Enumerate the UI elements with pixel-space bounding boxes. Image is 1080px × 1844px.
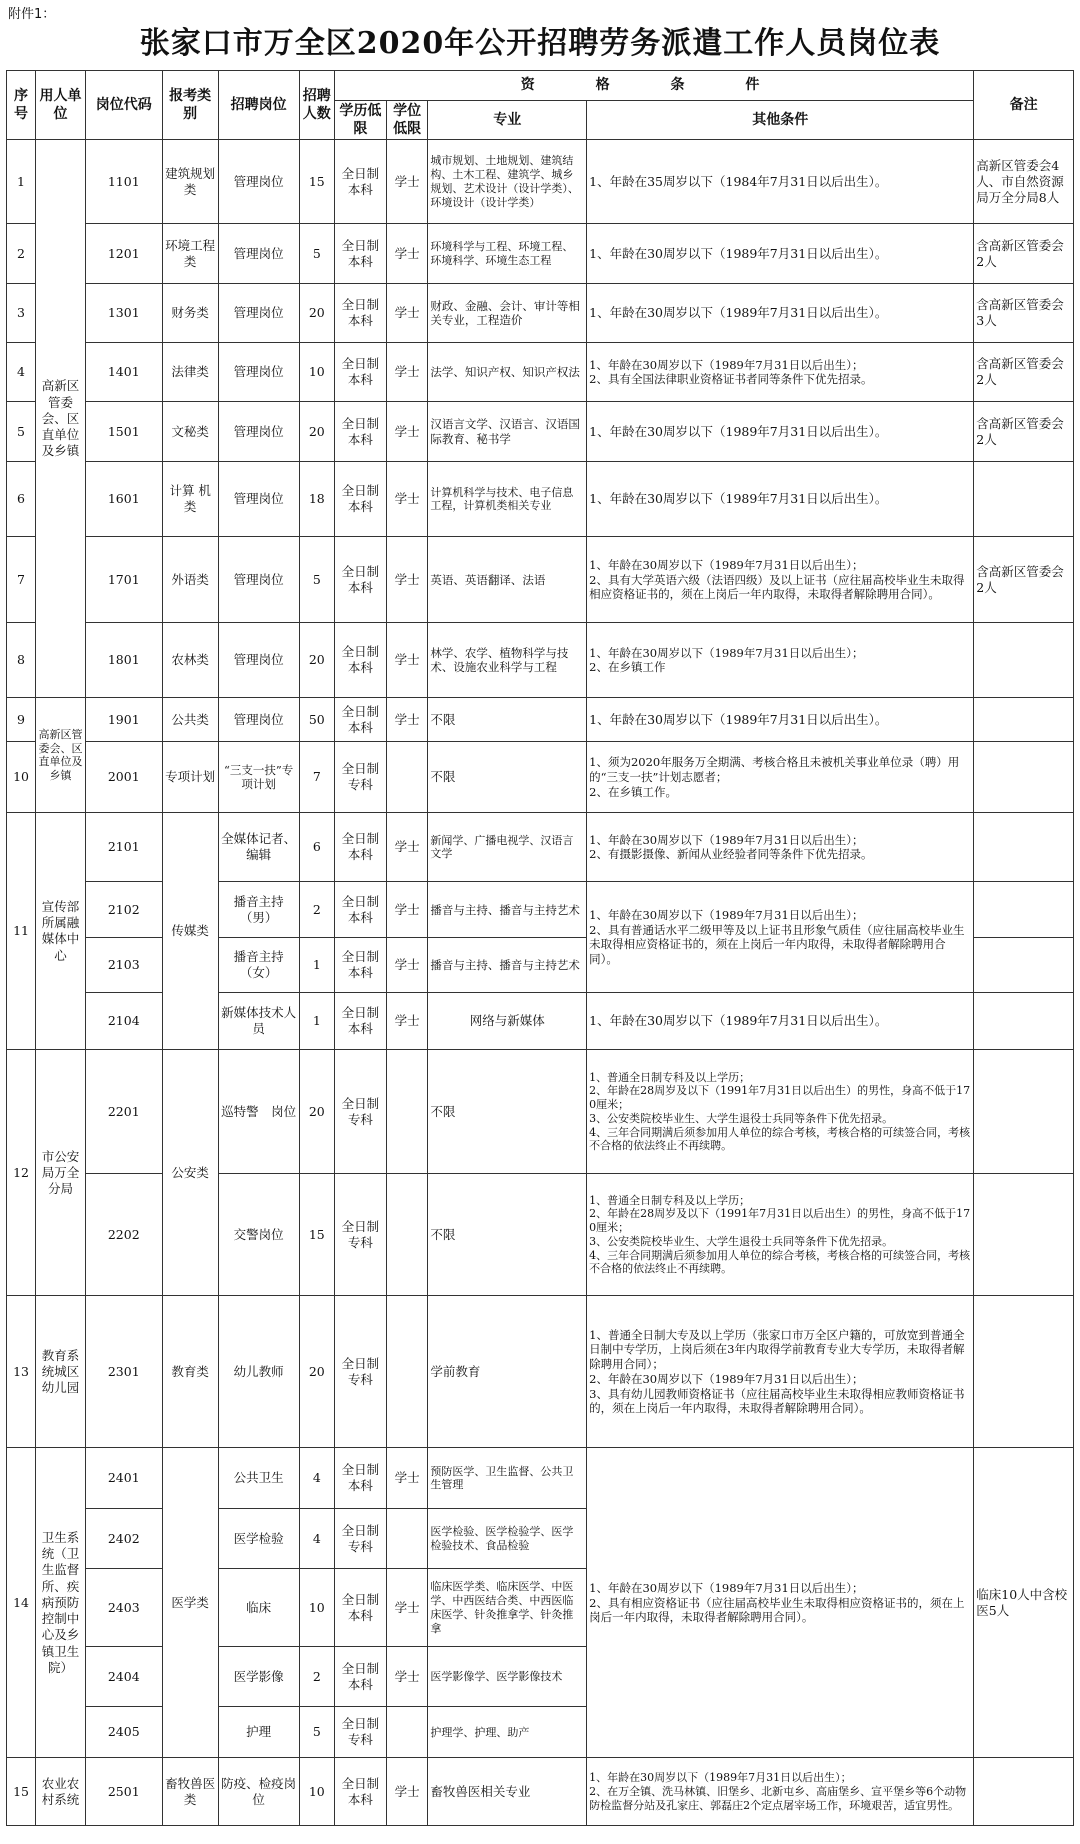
cell-education: 全日制专科 xyxy=(334,1296,386,1448)
cell-major: 林学、农学、植物科学与技术、设施农业科学与工程 xyxy=(428,623,587,698)
cell-major: 预防医学、卫生监督、公共卫生管理 xyxy=(428,1448,587,1509)
cell-position: 管理岗位 xyxy=(218,402,299,462)
cell-position: 管理岗位 xyxy=(218,224,299,284)
header-qualifications-text: 资 格 条 件 xyxy=(520,77,788,94)
cell-count: 20 xyxy=(299,623,334,698)
cell-remark: 高新区管委会4人、市自然资源局万全分局8人 xyxy=(974,140,1074,224)
cell-degree: 学士 xyxy=(386,698,428,742)
cell-code: 2401 xyxy=(85,1448,162,1509)
cell-category: 医学类 xyxy=(162,1448,218,1758)
cell-remark: 临床10人中含校医5人 xyxy=(974,1448,1074,1758)
cell-other: 1、年龄在30周岁以下（1989年7月31日以后出生）； 2、具有大学英语六级（法语四级）及以上证书（应往届高校毕业生未取得相应资格证书的，须在上岗后一年内取得，未取得者解除聘用合同）。 xyxy=(587,537,974,623)
cell-code: 2402 xyxy=(85,1509,162,1569)
cell-education: 全日制本科 xyxy=(334,402,386,462)
cell-position: 管理岗位 xyxy=(218,462,299,537)
header-major: 专业 xyxy=(428,101,587,140)
cell-category: 公共类 xyxy=(162,698,218,742)
cell-unit: 农业农村系统 xyxy=(36,1758,86,1826)
cell-count: 20 xyxy=(299,1050,334,1174)
cell-other: 1、年龄在30周岁以下（1989年7月31日以后出生）。 xyxy=(587,462,974,537)
cell-seq: 3 xyxy=(7,284,36,343)
positions-table xyxy=(6,70,1074,1826)
cell-other: 1、年龄在30周岁以下（1989年7月31日以后出生）； 2、具有全国法律职业资格证书者同等条件下优先招录。 xyxy=(587,343,974,402)
cell-seq: 6 xyxy=(7,462,36,537)
table-row xyxy=(7,224,1074,284)
cell-major: 网络与新媒体 xyxy=(428,993,587,1050)
cell-category: 建筑规划类 xyxy=(162,140,218,224)
cell-code: 1101 xyxy=(85,140,162,224)
header-degree: 学位低限 xyxy=(386,101,428,140)
cell-category: 公安类 xyxy=(162,1050,218,1296)
table-row xyxy=(7,343,1074,402)
cell-major: 城市规划、土地规划、建筑结构、土木工程、建筑学、城乡规划、艺术设计（设计学类）、环境设计（设计学类） xyxy=(428,140,587,224)
cell-degree: 学士 xyxy=(386,284,428,343)
cell-education: 全日制本科 xyxy=(334,284,386,343)
cell-code: 1301 xyxy=(85,284,162,343)
cell-seq: 8 xyxy=(7,623,36,698)
cell-major: 不限 xyxy=(428,1174,587,1296)
cell-education: 全日制本科 xyxy=(334,882,386,938)
cell-count: 50 xyxy=(299,698,334,742)
header-remarks: 备注 xyxy=(974,71,1074,140)
cell-major: 不限 xyxy=(428,742,587,813)
cell-count: 10 xyxy=(299,343,334,402)
cell-degree: 学士 xyxy=(386,140,428,224)
cell-education: 全日制本科 xyxy=(334,1448,386,1509)
cell-count: 10 xyxy=(299,1758,334,1826)
cell-major: 播音与主持、播音与主持艺术 xyxy=(428,938,587,993)
cell-position: 巡特警 岗位 xyxy=(218,1050,299,1174)
cell-other: 1、普通全日制专科及以上学历； 2、年龄在28周岁及以下（1991年7月31日以后出生）的男性，身高不低于170厘米； 3、公安类院校毕业生、大学生退役士兵同等条件下优先招录。 4、三年合同期满后须参加用人单位的综合考核，考核合格的可续签合同，考核不合格的依法终止不再续聘。 xyxy=(587,1050,974,1174)
cell-degree: 学士 xyxy=(386,537,428,623)
cell-count: 6 xyxy=(299,813,334,882)
cell-degree xyxy=(386,1296,428,1448)
cell-position: 公共卫生 xyxy=(218,1448,299,1509)
cell-code: 1401 xyxy=(85,343,162,402)
cell-major: 法学、知识产权、知识产权法 xyxy=(428,343,587,402)
cell-remark xyxy=(974,813,1074,882)
cell-major: 医学检验、医学检验学、医学检验技术、食品检验 xyxy=(428,1509,587,1569)
cell-position: 管理岗位 xyxy=(218,140,299,224)
cell-code: 1801 xyxy=(85,623,162,698)
table-row xyxy=(7,813,1074,882)
cell-major: 医学影像学、医学影像技术 xyxy=(428,1647,587,1707)
cell-count: 20 xyxy=(299,402,334,462)
table-row xyxy=(7,140,1074,224)
cell-major: 不限 xyxy=(428,698,587,742)
cell-degree: 学士 xyxy=(386,993,428,1050)
cell-position: 护理 xyxy=(218,1707,299,1758)
table-row xyxy=(7,1448,1074,1509)
cell-count: 4 xyxy=(299,1448,334,1509)
cell-unit: 宣传部所属融媒体中心 xyxy=(36,813,86,1050)
cell-code: 2404 xyxy=(85,1647,162,1707)
cell-education: 全日制本科 xyxy=(334,224,386,284)
cell-education: 全日制专科 xyxy=(334,1050,386,1174)
cell-position: 播音主持（女） xyxy=(218,938,299,993)
cell-code: 2001 xyxy=(85,742,162,813)
cell-major: 学前教育 xyxy=(428,1296,587,1448)
cell-code: 2101 xyxy=(85,813,162,882)
cell-degree: 学士 xyxy=(386,623,428,698)
cell-degree xyxy=(386,1707,428,1758)
cell-remark xyxy=(974,1174,1074,1296)
cell-position: 管理岗位 xyxy=(218,623,299,698)
cell-seq: 2 xyxy=(7,224,36,284)
cell-position: 新媒体技术人员 xyxy=(218,993,299,1050)
cell-category: 专项计划 xyxy=(162,742,218,813)
cell-code: 2501 xyxy=(85,1758,162,1826)
cell-seq: 5 xyxy=(7,402,36,462)
cell-code: 2103 xyxy=(85,938,162,993)
cell-position: 管理岗位 xyxy=(218,284,299,343)
cell-degree: 学士 xyxy=(386,343,428,402)
cell-category: 农林类 xyxy=(162,623,218,698)
cell-degree: 学士 xyxy=(386,462,428,537)
cell-other: 1、年龄在30周岁以下（1989年7月31日以后出生）。 xyxy=(587,993,974,1050)
cell-education: 全日制本科 xyxy=(334,623,386,698)
cell-position: 交警岗位 xyxy=(218,1174,299,1296)
cell-seq: 14 xyxy=(7,1448,36,1758)
cell-major: 英语、英语翻译、法语 xyxy=(428,537,587,623)
cell-degree: 学士 xyxy=(386,882,428,938)
cell-education: 全日制本科 xyxy=(334,462,386,537)
cell-seq: 15 xyxy=(7,1758,36,1826)
cell-category: 文秘类 xyxy=(162,402,218,462)
cell-position: 临床 xyxy=(218,1569,299,1647)
cell-seq: 1 xyxy=(7,140,36,224)
cell-major: 护理学、护理、助产 xyxy=(428,1707,587,1758)
cell-code: 2104 xyxy=(85,993,162,1050)
cell-count: 5 xyxy=(299,537,334,623)
cell-code: 1201 xyxy=(85,224,162,284)
cell-other: 1、年龄在30周岁以下（1989年7月31日以后出生）。 xyxy=(587,698,974,742)
cell-major: 环境科学与工程、环境工程、环境科学、环境生态工程 xyxy=(428,224,587,284)
cell-seq: 12 xyxy=(7,1050,36,1296)
cell-count: 20 xyxy=(299,284,334,343)
cell-degree: 学士 xyxy=(386,813,428,882)
cell-category: 环境工程类 xyxy=(162,224,218,284)
cell-code: 2201 xyxy=(85,1050,162,1174)
cell-remark xyxy=(974,623,1074,698)
cell-other: 1、年龄在30周岁以下（1989年7月31日以后出生）； 2、有摄影摄像、新闻从业经验者同等条件下优先招录。 xyxy=(587,813,974,882)
cell-other: 1、年龄在30周岁以下（1989年7月31日以后出生）； 2、在乡镇工作 xyxy=(587,623,974,698)
cell-position: “三支一扶”专项计划 xyxy=(218,742,299,813)
page-title: 张家口市万全区2020年公开招聘劳务派遣工作人员岗位表 xyxy=(139,26,941,61)
cell-degree: 学士 xyxy=(386,938,428,993)
cell-degree: 学士 xyxy=(386,224,428,284)
table-row xyxy=(7,698,1074,742)
cell-remark xyxy=(974,462,1074,537)
cell-remark: 含高新区管委会2人 xyxy=(974,224,1074,284)
cell-education: 全日制本科 xyxy=(334,140,386,224)
cell-code: 2403 xyxy=(85,1569,162,1647)
cell-degree: 学士 xyxy=(386,402,428,462)
cell-seq: 4 xyxy=(7,343,36,402)
cell-education: 全日制专科 xyxy=(334,1509,386,1569)
cell-other: 1、年龄在30周岁以下（1989年7月31日以后出生）； 2、在万全镇、洗马林镇、旧堡乡、北新屯乡、高庙堡乡、宣平堡乡等6个动物防检监督分站及孔家庄、郭磊庄2个定点屠宰场工作，环境艰苦，适宜男性。 xyxy=(587,1758,974,1826)
cell-remark xyxy=(974,882,1074,938)
cell-position: 全媒体记者、编辑 xyxy=(218,813,299,882)
cell-position: 管理岗位 xyxy=(218,343,299,402)
cell-count: 15 xyxy=(299,140,334,224)
header-qualifications xyxy=(334,71,973,101)
header-seq: 序号 xyxy=(7,71,36,140)
cell-other: 1、年龄在30周岁以下（1989年7月31日以后出生）； 2、具有普通话水平二级甲等及以上证书且形象气质佳（应往届高校毕业生未取得相应资格证书的，须在上岗后一年内取得，未取得者解除聘用合同）。 xyxy=(587,882,974,993)
table-row xyxy=(7,742,1074,813)
cell-remark xyxy=(974,1050,1074,1174)
cell-category: 畜牧兽医类 xyxy=(162,1758,218,1826)
header-other: 其他条件 xyxy=(587,101,974,140)
attachment-label: 附件1： xyxy=(8,7,56,22)
cell-code: 2301 xyxy=(85,1296,162,1448)
cell-remark xyxy=(974,993,1074,1050)
cell-unit: 高新区管委会、区直单位及乡镇 xyxy=(36,698,86,813)
cell-education: 全日制专科 xyxy=(334,742,386,813)
header-category: 报考类别 xyxy=(162,71,218,140)
cell-position: 防疫、检疫岗位 xyxy=(218,1758,299,1826)
table-row xyxy=(7,1050,1074,1174)
cell-remark xyxy=(974,1758,1074,1826)
table-row xyxy=(7,462,1074,537)
cell-major: 计算机科学与技术、电子信息工程，计算机类相关专业 xyxy=(428,462,587,537)
cell-count: 2 xyxy=(299,1647,334,1707)
cell-education: 全日制专科 xyxy=(334,1707,386,1758)
cell-seq: 11 xyxy=(7,813,36,1050)
cell-other: 1、年龄在35周岁以下（1984年7月31日以后出生）。 xyxy=(587,140,974,224)
cell-category: 外语类 xyxy=(162,537,218,623)
cell-major: 财政、金融、会计、审计等相关专业，工程造价 xyxy=(428,284,587,343)
cell-code: 1901 xyxy=(85,698,162,742)
cell-education: 全日制本科 xyxy=(334,813,386,882)
cell-other: 1、普通全日制大专及以上学历（张家口市万全区户籍的，可放宽到普通全日制中专学历，上岗后须在3年内取得学前教育专业大专学历，未取得者解除聘用合同）； 2、年龄在30周岁以下（1989年7月31日以后出生）； 3、具有幼儿园教师资格证书（应往届高校毕业生未取得相应教师资格证书的，须在上岗后一年内取得，未取得者解除聘用合同）。 xyxy=(587,1296,974,1448)
cell-position: 医学检验 xyxy=(218,1509,299,1569)
cell-remark: 含高新区管委会3人 xyxy=(974,284,1074,343)
cell-major: 新闻学、广播电视学、汉语言文学 xyxy=(428,813,587,882)
cell-count: 1 xyxy=(299,993,334,1050)
cell-education: 全日制专科 xyxy=(334,1174,386,1296)
cell-code: 1601 xyxy=(85,462,162,537)
cell-remark xyxy=(974,1296,1074,1448)
cell-major: 不限 xyxy=(428,1050,587,1174)
table-row xyxy=(7,623,1074,698)
cell-degree xyxy=(386,1050,428,1174)
cell-position: 幼儿教师 xyxy=(218,1296,299,1448)
cell-category: 财务类 xyxy=(162,284,218,343)
cell-major: 畜牧兽医相关专业 xyxy=(428,1758,587,1826)
cell-degree: 学士 xyxy=(386,1647,428,1707)
header-code: 岗位代码 xyxy=(85,71,162,140)
cell-category: 法律类 xyxy=(162,343,218,402)
cell-count: 18 xyxy=(299,462,334,537)
cell-remark: 含高新区管委会2人 xyxy=(974,402,1074,462)
cell-other: 1、普通全日制专科及以上学历； 2、年龄在28周岁及以下（1991年7月31日以后出生）的男性，身高不低于170厘米； 3、公安类院校毕业生、大学生退役士兵同等条件下优先招录。 4、三年合同期满后须参加用人单位的综合考核，考核合格的可续签合同，考核不合格的依法终止不再续聘。 xyxy=(587,1174,974,1296)
table-header xyxy=(7,71,1074,140)
header-unit: 用人单位 xyxy=(36,71,86,140)
cell-education: 全日制本科 xyxy=(334,698,386,742)
cell-position: 管理岗位 xyxy=(218,537,299,623)
cell-degree xyxy=(386,1174,428,1296)
cell-unit: 卫生系统（卫生监督所、疾病预防控制中心及乡镇卫生院） xyxy=(36,1448,86,1758)
cell-education: 全日制本科 xyxy=(334,993,386,1050)
table-body xyxy=(7,140,1074,1826)
cell-position: 医学影像 xyxy=(218,1647,299,1707)
cell-education: 全日制本科 xyxy=(334,938,386,993)
cell-code: 1701 xyxy=(85,537,162,623)
cell-unit: 教育系统城区幼儿园 xyxy=(36,1296,86,1448)
header-position: 招聘岗位 xyxy=(218,71,299,140)
cell-major: 临床医学类、临床医学、中医学、中西医结合类、中西医临床医学、针灸推拿学、针灸推拿 xyxy=(428,1569,587,1647)
table-row xyxy=(7,537,1074,623)
table-row xyxy=(7,1296,1074,1448)
header-count: 招聘人数 xyxy=(299,71,334,140)
cell-remark xyxy=(974,698,1074,742)
cell-education: 全日制本科 xyxy=(334,343,386,402)
cell-seq: 10 xyxy=(7,742,36,813)
cell-other: 1、年龄在30周岁以下（1989年7月31日以后出生）。 xyxy=(587,224,974,284)
cell-education: 全日制本科 xyxy=(334,1758,386,1826)
cell-seq: 7 xyxy=(7,537,36,623)
cell-major: 播音与主持、播音与主持艺术 xyxy=(428,882,587,938)
header-education: 学历低限 xyxy=(334,101,386,140)
cell-count: 10 xyxy=(299,1569,334,1647)
cell-count: 5 xyxy=(299,1707,334,1758)
cell-position: 播音主持（男） xyxy=(218,882,299,938)
cell-seq: 9 xyxy=(7,698,36,742)
cell-degree: 学士 xyxy=(386,1758,428,1826)
cell-position: 管理岗位 xyxy=(218,698,299,742)
cell-other: 1、年龄在30周岁以下（1989年7月31日以后出生）。 xyxy=(587,284,974,343)
cell-other: 1、须为2020年服务万全期满、考核合格且未被机关事业单位录（聘）用的“三支一扶”计划志愿者； 2、在乡镇工作。 xyxy=(587,742,974,813)
table-row xyxy=(7,402,1074,462)
cell-degree: 学士 xyxy=(386,1569,428,1647)
cell-code: 2102 xyxy=(85,882,162,938)
cell-code: 1501 xyxy=(85,402,162,462)
cell-education: 全日制本科 xyxy=(334,1647,386,1707)
cell-degree: 学士 xyxy=(386,1448,428,1509)
cell-education: 全日制本科 xyxy=(334,1569,386,1647)
cell-count: 20 xyxy=(299,1296,334,1448)
cell-count: 7 xyxy=(299,742,334,813)
cell-other: 1、年龄在30周岁以下（1989年7月31日以后出生）。 xyxy=(587,402,974,462)
cell-count: 1 xyxy=(299,938,334,993)
cell-category: 传媒类 xyxy=(162,813,218,1050)
cell-remark xyxy=(974,742,1074,813)
cell-unit: 高新区管委会、区直单位及乡镇 xyxy=(36,140,86,698)
cell-code: 2405 xyxy=(85,1707,162,1758)
cell-degree xyxy=(386,742,428,813)
cell-count: 4 xyxy=(299,1509,334,1569)
cell-count: 2 xyxy=(299,882,334,938)
table-row xyxy=(7,1758,1074,1826)
cell-other: 1、年龄在30周岁以下（1989年7月31日以后出生）； 2、具有相应资格证书（应往届高校毕业生未取得相应资格证书的，须在上岗后一年内取得，未取得者解除聘用合同）。 xyxy=(587,1448,974,1758)
cell-category: 计算 机类 xyxy=(162,462,218,537)
cell-remark: 含高新区管委会2人 xyxy=(974,343,1074,402)
cell-remark: 含高新区管委会2人 xyxy=(974,537,1074,623)
cell-degree xyxy=(386,1509,428,1569)
cell-code: 2202 xyxy=(85,1174,162,1296)
cell-unit: 市公安局万全分局 xyxy=(36,1050,86,1296)
table-row xyxy=(7,284,1074,343)
cell-remark xyxy=(974,938,1074,993)
cell-education: 全日制本科 xyxy=(334,537,386,623)
cell-category: 教育类 xyxy=(162,1296,218,1448)
cell-count: 5 xyxy=(299,224,334,284)
cell-major: 汉语言文学、汉语言、汉语国际教育、秘书学 xyxy=(428,402,587,462)
cell-count: 15 xyxy=(299,1174,334,1296)
cell-seq: 13 xyxy=(7,1296,36,1448)
